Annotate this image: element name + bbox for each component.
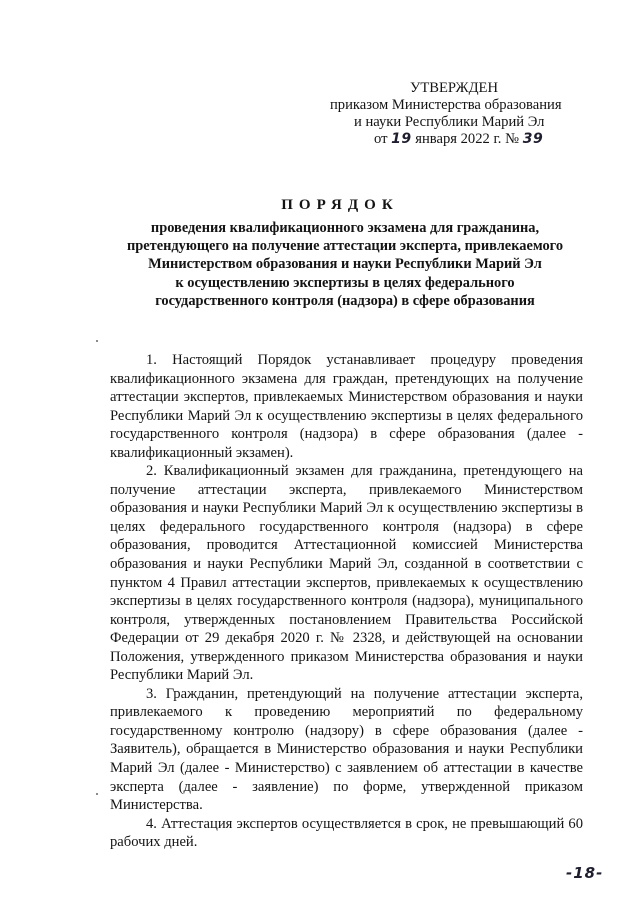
- document-title: ПОРЯДОК: [281, 197, 399, 213]
- document-body: [110, 351, 583, 852]
- subtitle-line: Министерством образования и науки Республики Марий Эл: [148, 256, 542, 273]
- date-rest: января 2022 г. №: [415, 131, 520, 147]
- paragraph-3: 3. Гражданин, претендующий на получение аттестации эксперта, привлекаемого к проведению мероприятий по федеральному государственному контролю (надзору) в сфере образования (далее - Заявитель), обращается в Министерство образования и науки Республики Марий Эл (далее - Министерство) с заявлением об аттестации в качестве эксперта (далее - заявление) по форме, утвержденной приказом Министерства.: [110, 685, 583, 814]
- date-prefix: от: [374, 131, 388, 147]
- paragraph-2: 2. Квалификационный экзамен для гражданина, претендующего на получение аттестации эксперта, привлекаемого Министерством образования и науки Республики Марий Эл к осуществлению экспертизы в целях федерального государственного контроля (надзора) в сфере образования, проводится Аттестационной комиссией Министерства образования и науки Республики Марий Эл, созданной в соответствии с пунктом 4 Правил аттестации экспертов, привлекаемых к осуществлению экспертизы в целях государственного контроля (надзора), муниципального контроля, утвержденных постановлением Правительства Российской Федерации от 29 декабря 2020 г. № 2328, и действующей на основании Положения, утвержденного приказом Министерства образования и науки Республики Марий Эл.: [110, 463, 583, 684]
- approval-stamp: [330, 80, 600, 148]
- document-subtitle: [110, 219, 580, 310]
- scan-speck: [96, 793, 98, 795]
- approval-line-republic: и науки Республики Марий Эл: [354, 114, 545, 130]
- subtitle-line: проведения квалификационного экзамена для гражданина,: [150, 220, 540, 236]
- paragraph-4: 4. Аттестация экспертов осуществляется в срок, не превышающий 60 рабочих дней.: [110, 815, 583, 851]
- paragraph-1: 1. Настоящий Порядок устанавливает процедуру проведения квалификационного экзамена для граждан, претендующих на получение аттестации экспертов, привлекаемых Министерством образования и науки Республики Марий Эл к осуществлению экспертизы в целях федерального государственного контроля (надзора) в сфере образования (далее - квалификационный экзамен).: [110, 352, 583, 461]
- handwritten-page-number: -18-: [566, 864, 604, 882]
- subtitle-line: претендующего на получение аттестации эксперта, привлекаемого: [126, 238, 564, 255]
- approval-date-line: [330, 131, 600, 148]
- approval-heading: УТВЕРЖДЕН: [410, 80, 498, 96]
- scan-speck: [96, 340, 98, 342]
- handwritten-date-day: 19: [391, 131, 412, 147]
- handwritten-order-number: 39: [522, 131, 544, 147]
- subtitle-line: государственного контроля (надзора) в сфере образования: [155, 292, 535, 309]
- subtitle-line: к осуществлению экспертизы в целях федерального: [175, 274, 515, 291]
- approval-line-ministry: приказом Министерства образования: [330, 97, 562, 113]
